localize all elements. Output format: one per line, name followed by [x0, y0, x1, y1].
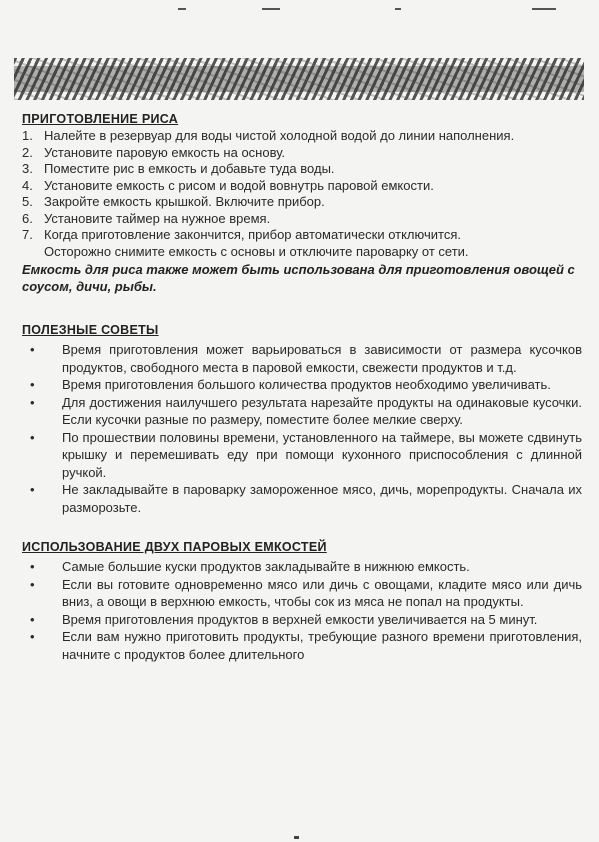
step-number: 7. — [22, 227, 33, 242]
tip-text: Время приготовления большого количества продуктов необходимо увеличивать. — [62, 377, 551, 392]
tip-item — [22, 394, 582, 429]
rice-cooking-heading: ПРИГОТОВЛЕНИЕ РИСА — [22, 112, 179, 126]
step-text: Когда приготовление закончится, прибор автоматически отключится. — [44, 227, 461, 242]
step-text: Поместите рис в емкость и добавьте туда воды. — [44, 161, 335, 176]
bullet-mark: • — [30, 394, 35, 410]
bullet-mark: • — [30, 342, 35, 357]
rice-steps-list — [22, 128, 582, 244]
two-containers-heading: ИСПОЛЬЗОВАНИЕ ДВУХ ПАРОВЫХ ЕМКОСТЕЙ — [22, 540, 327, 554]
document-content — [22, 112, 582, 663]
useful-tips-heading: ПОЛЕЗНЫЕ СОВЕТЫ — [22, 323, 159, 337]
tip-text: Самые большие куски продуктов закладывайте в нижнюю емкость. — [62, 559, 470, 574]
step-text: Установите таймер на нужное время. — [44, 210, 271, 226]
rice-step — [22, 145, 582, 162]
tip-item — [22, 429, 582, 482]
step-number: 4. — [22, 177, 33, 193]
step-number: 2. — [22, 144, 33, 160]
tip-text: Если вам нужно приготовить продукты, требующие разного времени приготовления, начните с продуктов более длительного — [62, 629, 582, 662]
rice-step — [22, 211, 582, 228]
step-number: 1. — [22, 128, 33, 143]
bullet-mark: • — [30, 429, 35, 445]
step-number: 5. — [22, 194, 33, 209]
tip-text: Для достижения наилучшего результата нарезайте продукты на одинаковые кусочки. Если кусочки разные по размеру, поместите более мелкие сверху. — [62, 394, 582, 427]
step-number: 6. — [22, 210, 33, 226]
tip-item — [22, 341, 582, 376]
tip-text: Время приготовления может варьироваться в зависимости от размера кусочков продуктов, свободного места в паровой емкости, свежести продуктов и т.д. — [62, 342, 582, 375]
bullet-mark: • — [30, 629, 35, 644]
bullet-mark: • — [30, 559, 35, 574]
tip-item — [22, 376, 582, 394]
step-text: Закройте емкость крышкой. Включите прибор. — [44, 194, 325, 209]
step-text: Установите емкость с рисом и водой вовнутрь паровой емкости. — [44, 177, 434, 193]
step-number: 3. — [22, 161, 33, 176]
tip-text: Если вы готовите одновременно мясо или дичь с овощами, кладите мясо или дичь вниз, а овощи в верхнюю емкость, чтобы сок из мяса не попал на продукты. — [62, 576, 582, 609]
step-text: Установите паровую емкость на основу. — [44, 144, 286, 160]
rice-container-note: Емкость для риса также может быть использована для приготовления овощей с соусом, дичи, рыбы. — [22, 262, 575, 294]
bullet-mark: • — [30, 611, 35, 627]
useful-tips-list — [22, 341, 582, 516]
tip-text: Не закладывайте в пароварку замороженное мясо, дичь, морепродукты. Сначала их разморозьте. — [62, 482, 582, 515]
bullet-mark: • — [30, 482, 35, 497]
tip-item — [22, 481, 582, 516]
tip-item — [22, 558, 582, 576]
rice-step — [22, 227, 582, 244]
tip-text: Время приготовления продуктов в верхней емкости увеличивается на 5 минут. — [62, 611, 538, 627]
bullet-mark: • — [30, 377, 35, 392]
tip-text: По прошествии половины времени, установленного на таймере, вы можете сдвинуть крышку и перемешивать еду при помощи кухонного приспособления с длинной ручкой. — [62, 429, 582, 480]
rice-step — [22, 178, 582, 195]
page-footer-mark — [294, 836, 299, 839]
rice-step — [22, 194, 582, 211]
header-marks — [0, 8, 599, 20]
header-band-overlay — [14, 66, 584, 92]
tip-item — [22, 628, 582, 663]
rice-step — [22, 161, 582, 178]
step-text: Налейте в резервуар для воды чистой холодной водой до линии наполнения. — [44, 128, 515, 143]
tip-item — [22, 611, 582, 629]
tip-item — [22, 576, 582, 611]
step7-continuation: Осторожно снимите емкость с основы и отключите пароварку от сети. — [44, 243, 469, 259]
rice-step — [22, 128, 582, 145]
two-containers-list — [22, 558, 582, 663]
bullet-mark: • — [30, 576, 35, 592]
